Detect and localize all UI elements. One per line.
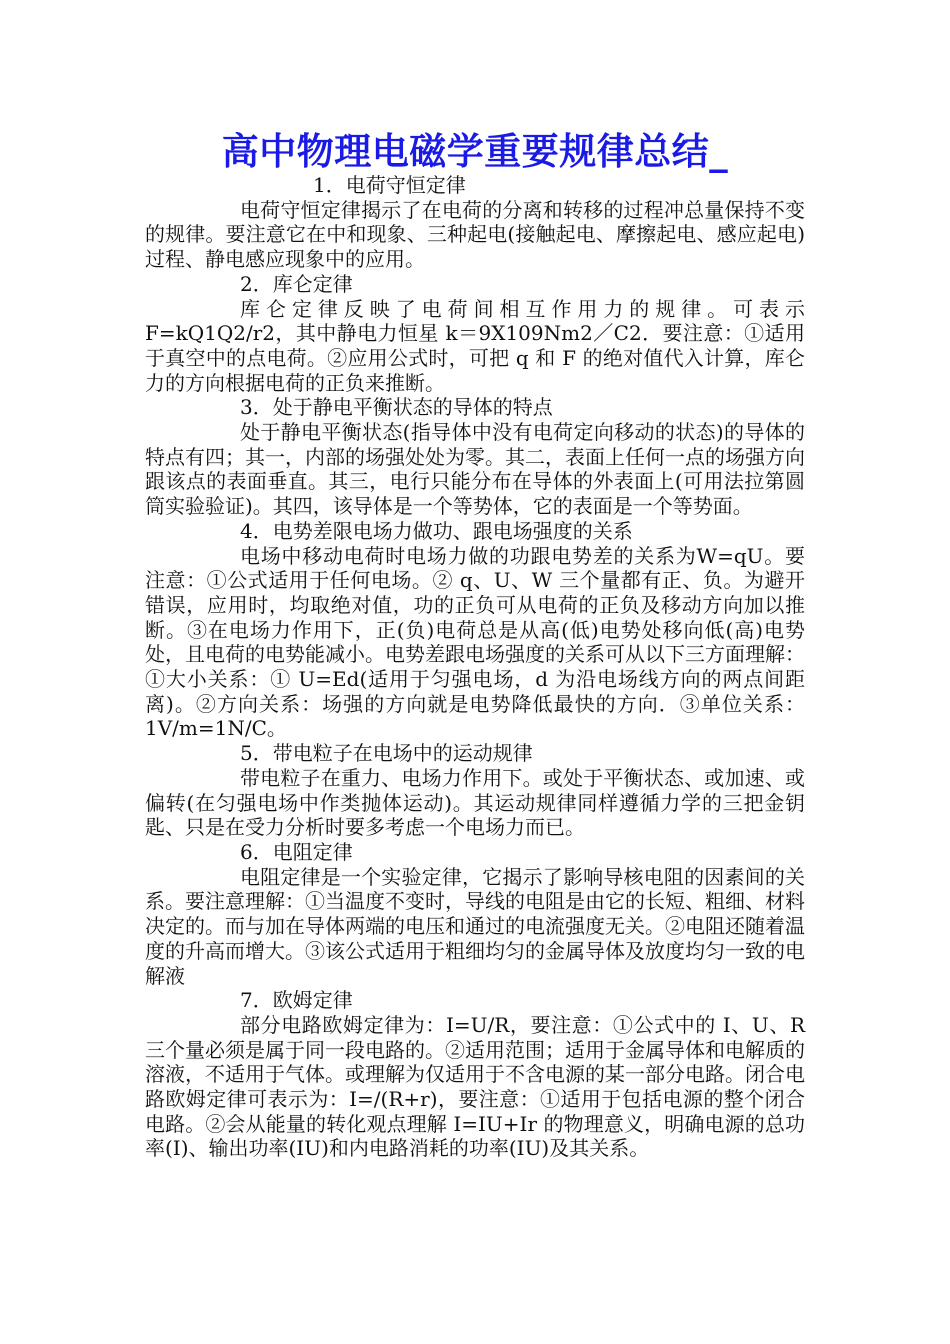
section-6-paragraph: 电阻定律是一个实验定律，它揭示了影响导核电阻的因素间的关系。要注意理解：①当温度不变时，导线的电阻是由它的长短、粗细、材料决定的。而与加在导体两端的电压和通过的电流强度无关。②电阻还随着温度的升高而增大。③该公式适用于粗细均匀的金属导体及放度均匀一致的电解液 [145, 864, 805, 988]
section-7-heading: 7．欧姆定律 [240, 988, 353, 1013]
section-7-paragraph: 部分电路欧姆定律为：I=U/R，要注意：①公式中的 I、U、R 三个量必须是属于同一段电路的。②适用范围；适用于金属导体和电解质的溶液，不适用于气体。或理解为仅适用于不含电源的某一部分电路。闭合电路欧姆定律可表示为：I=/(R+r)，要注意：①适用于包括电源的整个闭合电路。②会从能量的转化观点理解 I=IU+Ir 的物理意义，明确电源的总功率(I)、输出功率(IU)和内电路消耗的功率(IU)及其关系。 [145, 1012, 805, 1161]
section-2-paragraph: 库仑定律反映了电荷间相互作用力的规律。可表示F=kQ1Q2/r2，其中静电力恒星 k＝9X109Nm2／C2．要注意：①适用于真空中的点电荷。②应用公式时，可把 q 和 F 的绝对值代入计算，库仑力的方向根据电荷的正负来推断。 [145, 296, 805, 395]
document-body [145, 173, 805, 1161]
document-title: 高中物理电磁学重要规律总结_ [221, 129, 729, 173]
section-5-heading: 5．带电粒子在电场中的运动规律 [240, 741, 533, 766]
section-3-paragraph: 处于静电平衡状态(指导体中没有电荷定向移动的状态)的导体的特点有四；其一，内部的场强处处为零。其二，表面上任何一点的场强方向跟该点的表面垂直。其三，电行只能分布在导体的外表面上(可用法拉第圆筒实验验证)。其四，该导体是一个等势体，它的表面是一个等势面。 [145, 420, 805, 519]
section-2-heading: 2．库仑定律 [240, 271, 353, 296]
section-1-heading: 1．电荷守恒定律 [313, 173, 466, 197]
section-6-heading: 6．电阻定律 [240, 839, 353, 864]
section-4-heading: 4．电势差限电场力做功、跟电场强度的关系 [240, 518, 633, 543]
section-5-paragraph: 带电粒子在重力、电场力作用下。或处于平衡状态、或加速、或偏转(在匀强电场中作类抛体运动)。其运动规律同样遵循力学的三把金钥匙、只是在受力分析时要多考虑一个电场力而已。 [145, 765, 805, 840]
section-3-heading: 3．处于静电平衡状态的导体的特点 [240, 395, 553, 420]
section-4-paragraph: 电场中移动电荷时电场力做的功跟电势差的关系为W=qU。要注意：①公式适用于任何电场。② q、U、W 三个量都有正、负。为避开错误，应用时，均取绝对值，功的正负可从电荷的正负及移动方向加以推断。③在电场力作用下，正(负)电荷总是从高(低)电势处移向低(高)电势处，且电荷的电势能减小。电势差跟电场强度的关系可从以下三方面理解：①大小关系：① U=Ed(适用于匀强电场，d 为沿电场线方向的两点间距离)。②方向关系：场强的方向就是电势降低最快的方向．③单位关系：1V/m=1N/C。 [145, 543, 805, 741]
section-1-paragraph: 电荷守恒定律揭示了在电荷的分离和转移的过程冲总量保持不变的规律。要注意它在中和现象、三种起电(接触起电、摩擦起电、感应起电)过程、静电感应现象中的应用。 [145, 197, 805, 272]
